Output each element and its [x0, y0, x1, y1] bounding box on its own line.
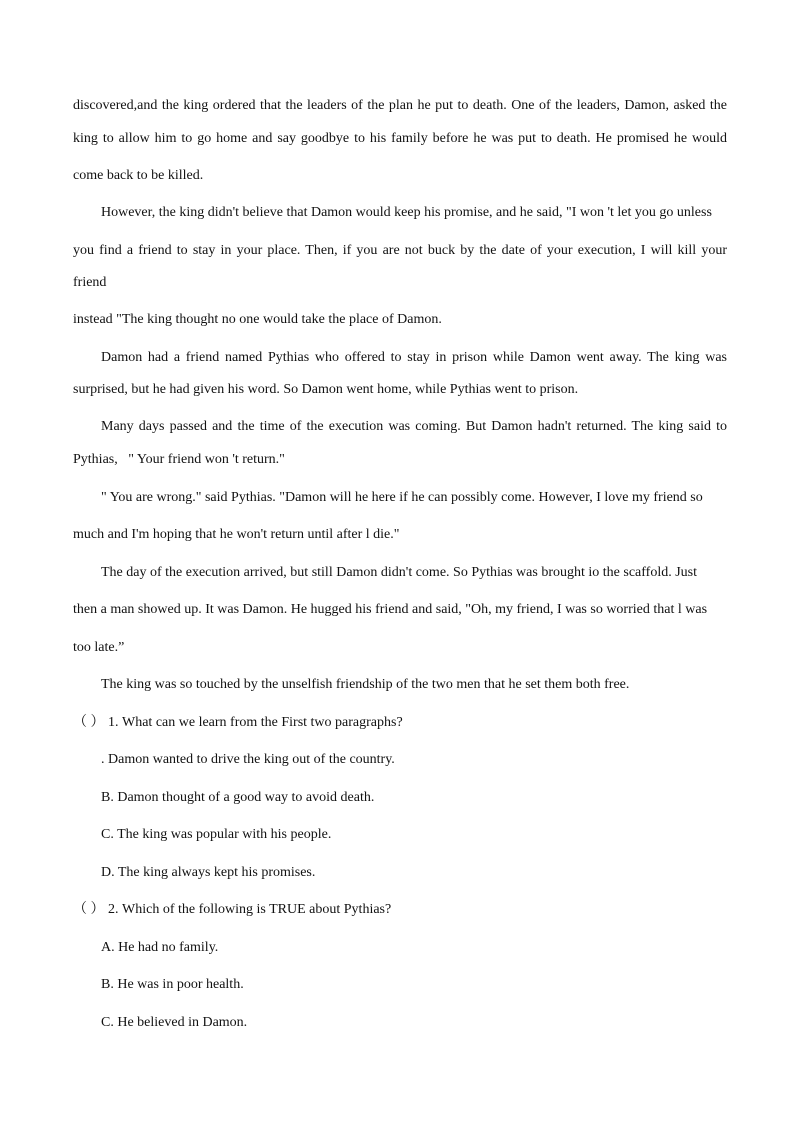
- question-1-option: . Damon wanted to drive the king out of the country.: [101, 752, 395, 767]
- passage-line: However, the king didn't believe that Damon would keep his promise, and he said, "I won 't let you go unless: [101, 205, 712, 220]
- question-1-option: B. Damon thought of a good way to avoid death.: [101, 790, 375, 805]
- passage-line: much and I'm hoping that he won't return until after l die.": [73, 527, 400, 542]
- question-2-option: C. He believed in Damon.: [101, 1015, 248, 1030]
- passage-line: friend: [73, 275, 107, 290]
- passage-line: The day of the execution arrived, but still Damon didn't come. So Pythias was brought io the scaffold. Just: [101, 565, 697, 580]
- passage-line: Pythias, " Your friend won 't return.": [73, 452, 285, 467]
- passage-line: instead "The king thought no one would take the place of Damon.: [73, 312, 442, 327]
- passage-line: then a man showed up. It was Damon. He hugged his friend and said, "Oh, my friend, I was so worried that l was: [73, 602, 708, 617]
- question-2-option: B. He was in poor health.: [101, 977, 244, 992]
- passage-line: come back to be killed.: [73, 168, 204, 183]
- passage-line: The king was so touched by the unselfish friendship of the two men that he set them both free.: [101, 677, 630, 692]
- passage-line: surprised, but he had given his word. So Damon went home, while Pythias went to prison.: [73, 382, 579, 397]
- question-1-option: D. The king always kept his promises.: [101, 865, 316, 880]
- question-2-option: A. He had no family.: [101, 940, 219, 955]
- passage-line: king to allow him to go home and say goodbye to his family before he was put to death. He promised he would: [73, 131, 727, 146]
- question-1-option: C. The king was popular with his people.: [101, 827, 332, 842]
- passage-line: too late.”: [73, 640, 125, 655]
- passage-line: you find a friend to stay in your place. Then, if you are not buck by the date of your execution, I will kill your: [73, 243, 727, 258]
- question-2-stem: （ ） 2. Which of the following is TRUE about Pythias?: [73, 902, 392, 917]
- passage-line: Damon had a friend named Pythias who offered to stay in prison while Damon went away. The king was: [101, 350, 727, 365]
- passage-line: Many days passed and the time of the execution was coming. But Damon hadn't returned. The king said to: [101, 419, 727, 434]
- passage-line: " You are wrong." said Pythias. "Damon will he here if he can possibly come. However, I love my friend so: [101, 490, 703, 505]
- passage-line: discovered,and the king ordered that the leaders of the plan he put to death. One of the leaders, Damon, asked the: [73, 98, 727, 113]
- question-1-stem: （ ） 1. What can we learn from the First two paragraphs?: [73, 715, 403, 730]
